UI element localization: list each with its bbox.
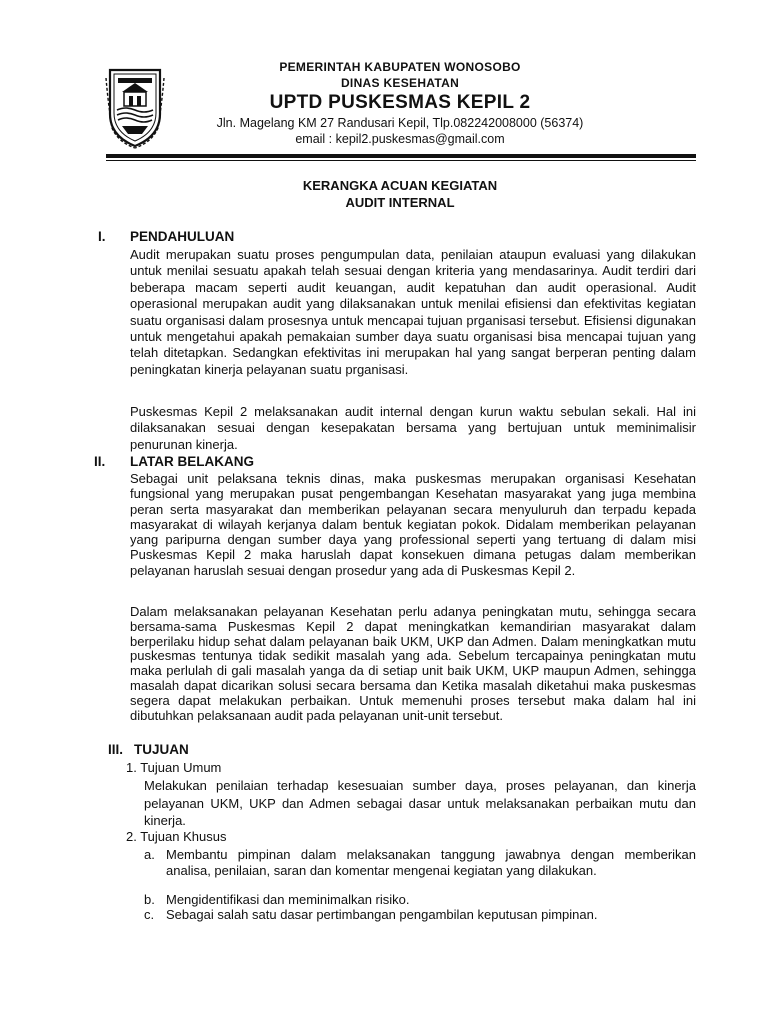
latar-belakang-paragraph-2: Dalam melaksanakan pelayanan Kesehatan perlu adanya peningkatan mutu, sehingga secara bersama-sama Puskesmas Kepil 2 dapat meningkatkan kemandirian masyarakat dalam berperilaku hidup sehat dalam pelayanan baik UKM, UKP dan Admen. Dalam meningkatkan mutu puskesmas tentunya tidak sedikit masalah yang ada. Sebelum tercapainya peningkatan mutu maka perlulah di gali masalah yanga da di setiap unit baik UKM, UKP maupun Admen, sehingga masalah dapat dicarikan solusi secara bersama dan Ketika masalah diketahui maka puskesmas segera dapat melakukan perbaikan. Untuk memenuhi proses tersebut maka dalam hal ini dibutuhkan pelaksanaan audit pada pelayanan unit-unit tersebut.: [130, 604, 696, 723]
letterhead-agency: DINAS KESEHATAN: [340, 76, 460, 90]
document-title: KERANGKA ACUAN KEGIATAN: [302, 178, 498, 193]
tujuan-umum-text: Melakukan penilaian terhadap kesesuaian sumber daya, proses pelayanan, dan kinerja pelayanan UKM, UKP dan Admen sebagai dasar untuk melaksanakan perbaikan mutu dan kinerja.: [144, 778, 696, 828]
list-item: [144, 892, 696, 908]
section-number: I.: [98, 229, 106, 244]
letterhead-government: PEMERINTAH KABUPATEN WONOSOBO: [279, 60, 521, 74]
section-number: III.: [108, 742, 124, 757]
letterhead-address: Jln. Magelang KM 27 Randusari Kepil, Tlp.082242008000 (56374): [216, 116, 584, 130]
section-number: II.: [94, 454, 106, 469]
section-title: TUJUAN: [134, 742, 189, 757]
list-item-text: Sebagai salah satu dasar pertimbangan pengambilan keputusan pimpinan.: [166, 907, 598, 922]
list-marker: a.: [144, 847, 155, 862]
letterhead-divider-thick: [106, 154, 696, 158]
list-marker: b.: [144, 892, 155, 907]
list-item-text: Membantu pimpinan dalam melaksanakan tanggung jawabnya dengan memberikan analisa, penilaian, saran dan komentar mengenai kegiatan yang dilakukan.: [166, 847, 696, 878]
tujuan-umum-label: 1. Tujuan Umum: [126, 760, 222, 775]
letterhead-unit: UPTD PUSKESMAS KEPIL 2: [269, 92, 531, 113]
list-item: [144, 847, 696, 895]
list-marker: c.: [144, 907, 155, 922]
document-subtitle: AUDIT INTERNAL: [345, 195, 455, 210]
tujuan-khusus-label: 2. Tujuan Khusus: [126, 829, 227, 844]
list-item-text: Mengidentifikasi dan meminimalkan risiko.: [166, 892, 410, 907]
pendahuluan-paragraph-1: Audit merupakan suatu proses pengumpulan data, penilaian ataupun evaluasi yang dilakukan untuk menilai sesuatu apakah telah sesuai dengan kriteria yang mendasarinya. Audit terdiri dari beberapa macam seperti audit keuangan, audit kepatuhan dan audit operasional. Audit operasional merupakan audit yang dilaksanakan untuk menilai efisiensi dan efektivitas kegiatan suatu organisasi dalam prosesnya untuk mencapai tujuan prganisasi tersebut. Efisiensi digunakan untuk mengetahui apakah pemakaian sumber daya suatu organisasi bisa mencapai tujuan yang telah ditetapkan. Sedangkan efektivitas ini merupakan hal yang sangat berperan penting dalam peningkatan kinerja pelayanan suatu prganisasi.: [130, 247, 696, 377]
latar-belakang-paragraph-1: Sebagai unit pelaksana teknis dinas, maka puskesmas merupakan organisasi Kesehatan fungsional yang merupakan pusat pengembangan Kesehatan masyarakat yang juga membina peran serta masyarakat dan memberikan pelayanan secara menyuluruh dan terpadu kepada masyarakat di wilayah kerjanya dalam bentuk kegiatan pokok. Didalam memberikan pelayanan yang paripurna dengan sumber daya yang professional seperti yang tertuang di dalam misi Puskesmas Kepil 2 maka haruslah dapat konsekuen dimana petugas dalam memberikan pelayanan haruslah sesuai dengan prosedur yang ada di Puskesmas Kepil 2.: [130, 471, 696, 578]
list-item: [144, 907, 696, 923]
regency-crest-icon: [104, 62, 166, 150]
pendahuluan-paragraph-2: Puskesmas Kepil 2 melaksanakan audit internal dengan kurun waktu sebulan sekali. Hal ini dilaksanakan sesuai dengan kesepakatan bersama yang bertujuan untuk meminimalisir penurunan kinerja.: [130, 404, 696, 452]
section-title: LATAR BELAKANG: [130, 454, 254, 469]
letterhead-email: email : kepil2.puskesmas@gmail.com: [295, 132, 505, 146]
letterhead-divider-thin: [106, 160, 696, 161]
section-title: PENDAHULUAN: [130, 229, 235, 244]
